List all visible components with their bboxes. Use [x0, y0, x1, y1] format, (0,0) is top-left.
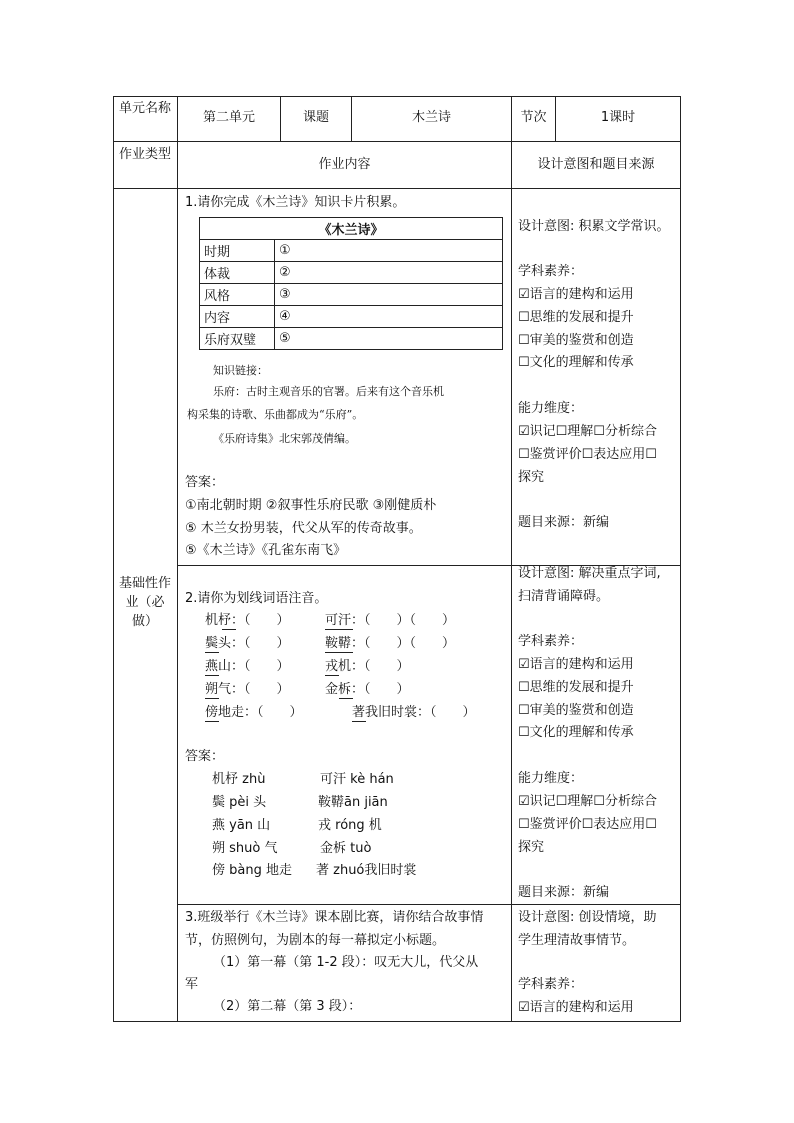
q2-answer: 机杼 zhù — [212, 772, 266, 787]
card-key: 风格 — [200, 284, 275, 306]
word-underline — [205, 652, 219, 653]
table-divider — [113, 188, 681, 189]
q2-answer: 可汗 kè hán — [320, 772, 394, 787]
question-source: 题目来源：新编 — [518, 885, 610, 900]
q3-item: （1）第一幕（第 1-2 段）：叹无大儿，代父从 — [213, 955, 479, 970]
unit-value: 第二单元 — [202, 110, 255, 125]
literacy-item: ☐文化的理解和传承 — [518, 725, 634, 740]
card-value: ⑤ — [275, 328, 503, 350]
q1-answer-label: 答案： — [185, 475, 225, 490]
q2-answer: 朔 shuò 气 — [212, 841, 278, 856]
ability-item: ☑识记☐理解☐分析综合 — [518, 424, 657, 439]
question-source: 题目来源：新编 — [518, 515, 610, 530]
ability-item: ☐鉴赏评价☐表达应用☐ — [518, 447, 657, 462]
design-intent: 学生理清故事情节。 — [518, 933, 636, 948]
design-intent: 设计意图: 解决重点字词, — [518, 566, 661, 581]
q3-prompt: 节，仿照例句，为剧本的每一幕拟定小标题。 — [185, 933, 446, 948]
word-underline — [325, 652, 353, 653]
card-key: 时期 — [200, 240, 275, 262]
word-underline — [205, 675, 219, 676]
table-border-left — [113, 96, 114, 1021]
design-intent: 设计意图: 积累文学常识。 — [518, 219, 670, 234]
literacy-label: 学科素养： — [518, 977, 584, 992]
literacy-label: 学科素养： — [518, 634, 584, 649]
ability-item: ☐鉴赏评价☐表达应用☐ — [518, 817, 657, 832]
q2-blank: 鞍鞯：（ ）（ ） — [325, 636, 456, 651]
design-intent: 设计意图: 创设情境，助 — [518, 910, 657, 925]
q3-item: （2）第二幕（第 3 段）： — [213, 999, 362, 1014]
ability-item: 探究 — [518, 470, 545, 485]
literacy-label: 学科素养： — [518, 264, 584, 279]
design-intent: 扫清背诵障碍。 — [518, 589, 610, 604]
period-label: 节次 — [520, 110, 547, 125]
literacy-item: ☑语言的建构和运用 — [518, 657, 634, 672]
topic-value: 木兰诗 — [411, 110, 451, 125]
ability-label: 能力维度： — [518, 401, 584, 416]
word-underline — [339, 698, 353, 699]
q1-answer: ⑤ 木兰女扮男装，代父从军的传奇故事。 — [185, 521, 422, 536]
q2-answer-label: 答案： — [185, 749, 225, 764]
literacy-item: ☑语言的建构和运用 — [518, 1000, 634, 1015]
ability-item: ☑识记☐理解☐分析综合 — [518, 794, 657, 809]
q2-blank: 戎机：（ ） — [325, 659, 410, 674]
literacy-item: ☐审美的鉴赏和创造 — [518, 333, 634, 348]
ability-label: 能力维度： — [518, 771, 584, 786]
word-underline — [325, 629, 353, 630]
word-underline — [222, 629, 236, 630]
q2-blank: 可汗：（ ）（ ） — [325, 613, 456, 628]
knowledge-card — [199, 217, 503, 350]
card-key: 内容 — [200, 306, 275, 328]
category-label: 基础性作业（必做） — [118, 576, 171, 629]
q2-blank: 机杼：（ ） — [205, 613, 290, 628]
q2-answer: 金柝 tuò — [320, 841, 372, 856]
q2-blank: 朔气：（ ） — [205, 682, 290, 697]
note-line: 乐府：古时主观音乐的官署。后来有这个音乐机 — [213, 385, 444, 398]
table-border-right — [680, 96, 681, 1021]
card-value: ③ — [275, 284, 503, 306]
table-border-top — [113, 96, 681, 97]
q2-answer: 著 zhuó我旧时裳 — [316, 863, 417, 878]
literacy-item: ☐文化的理解和传承 — [518, 355, 634, 370]
word-underline — [205, 698, 219, 699]
q1-answer: ①南北朝时期 ②叙事性乐府民歌 ③刚健质朴 — [185, 498, 437, 513]
card-key: 体裁 — [200, 262, 275, 284]
card-value: ① — [275, 240, 503, 262]
note-title: 知识链接： — [213, 364, 268, 377]
q1-prompt: 1.请你完成《木兰诗》知识卡片积累。 — [185, 195, 406, 210]
q2-answer: 傍 bàng 地走 — [212, 863, 292, 878]
q2-prompt: 2.请你为划线词语注音。 — [185, 591, 328, 606]
word-underline — [205, 721, 219, 722]
literacy-item: ☐思维的发展和提升 — [518, 680, 634, 695]
q2-answer: 鞍鞯ān jiān — [318, 795, 388, 810]
table-divider — [511, 96, 512, 1021]
word-underline — [325, 675, 339, 676]
q2-blank: 燕山：（ ） — [205, 659, 290, 674]
word-underline — [352, 721, 366, 722]
literacy-item: ☐思维的发展和提升 — [518, 310, 634, 325]
period-value: 1课时 — [600, 110, 636, 125]
design-label: 设计意图和题目来源 — [537, 157, 655, 172]
q2-answer: 燕 yān 山 — [212, 818, 271, 833]
card-title: 《木兰诗》 — [200, 218, 503, 240]
table-border-bottom — [113, 1021, 681, 1022]
q3-item: 军 — [185, 977, 199, 992]
ability-item: 探究 — [518, 840, 545, 855]
q2-blank: 著我旧时裳：（ ） — [352, 705, 476, 720]
table-divider — [177, 904, 681, 905]
literacy-item: ☐审美的鉴赏和创造 — [518, 703, 634, 718]
content-label: 作业内容 — [318, 157, 371, 172]
q1-answer: ⑤《木兰诗》《孔雀东南飞》 — [185, 543, 347, 558]
topic-label: 课题 — [302, 110, 329, 125]
q2-blank: 鬓头：（ ） — [205, 636, 290, 651]
note-line: 《乐府诗集》北宋郭茂倩编。 — [213, 432, 356, 445]
table-divider — [113, 141, 681, 142]
table-divider — [177, 96, 178, 1021]
card-value: ② — [275, 262, 503, 284]
literacy-item: ☑语言的建构和运用 — [518, 287, 634, 302]
type-label: 作业类型 — [118, 147, 171, 162]
card-key: 乐府双璧 — [200, 328, 275, 350]
note-line: 构采集的诗歌、乐曲都成为“乐府”。 — [187, 408, 364, 421]
unit-label: 单元名称 — [118, 101, 171, 116]
card-value: ④ — [275, 306, 503, 328]
q2-blank: 傍地走：（ ） — [205, 705, 303, 720]
q2-answer: 鬓 pèi 头 — [212, 795, 267, 810]
q3-prompt: 3.班级举行《木兰诗》课本剧比赛，请你结合故事情 — [185, 910, 484, 925]
q2-answer: 戎 róng 机 — [318, 818, 382, 833]
q2-blank: 金柝：（ ） — [325, 682, 410, 697]
